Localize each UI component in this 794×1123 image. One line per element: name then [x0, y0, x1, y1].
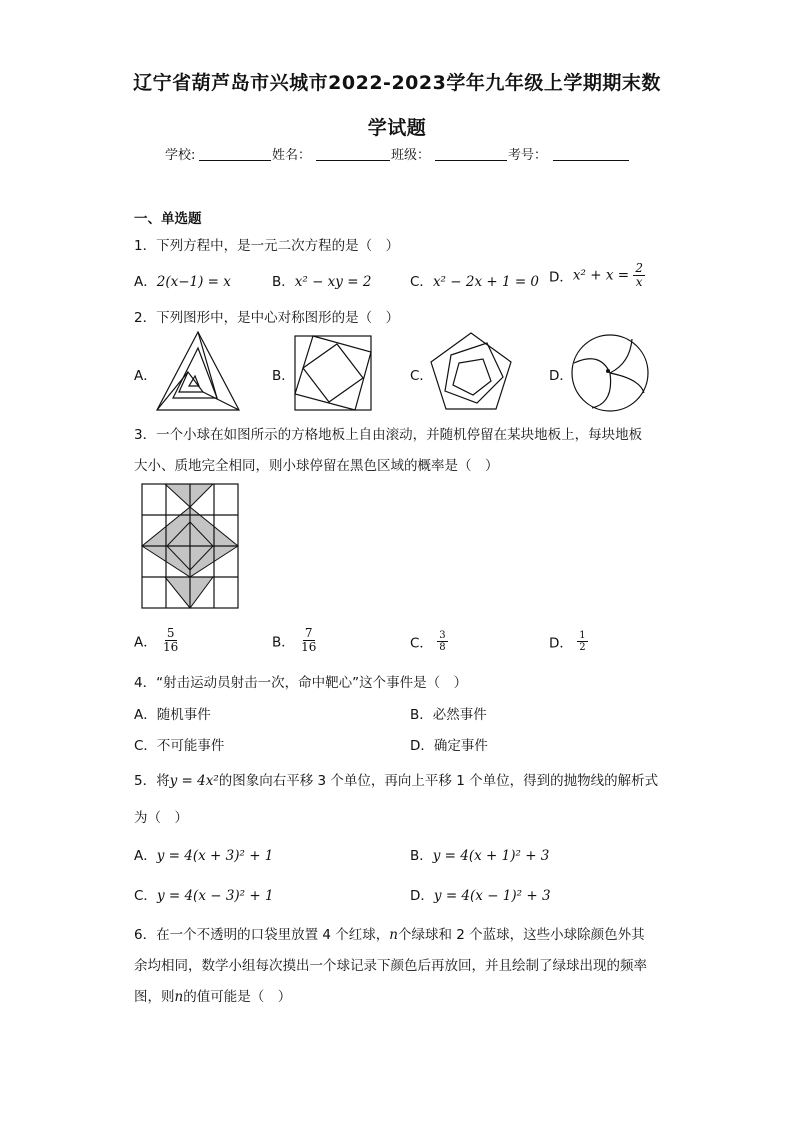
q3-option-a-num: 5 — [166, 626, 175, 640]
section-title: 一、单选题 — [134, 211, 202, 227]
q5-option-d-label: D． — [410, 888, 434, 904]
q6-stem-line1-suffix: 个绿球和 2 个蓝球，这些小球除颜色外其 — [397, 927, 645, 943]
q5-option-d[interactable] — [410, 884, 551, 904]
q1-option-d[interactable] — [549, 262, 645, 289]
q5-option-b-expr: y = 4(x + 1)² + 3 — [432, 848, 550, 864]
q5-option-b[interactable] — [410, 844, 549, 864]
q6-stem-line1-var: n — [389, 927, 398, 943]
q2-stem: 2．下列图形中，是中心对称图形的是（ ） — [134, 310, 400, 326]
q3-stem-line2: 大小、质地完全相同，则小球停留在黑色区域的概率是（ ） — [134, 458, 499, 474]
q3-option-d[interactable] — [549, 630, 588, 653]
q4-stem: 4．“射击运动员射击一次，命中靶心”这个事件是（ ） — [134, 675, 468, 691]
q2-option-c-label[interactable]: C． — [410, 368, 433, 384]
q6-stem-line3-suffix: 的值可能是（ ） — [183, 989, 292, 1005]
q6-stem-line2: 余均相同，数学小组每次摸出一个球记录下颜色后再放回，并且绘制了绿球出现的频率 — [134, 958, 647, 974]
q1-option-a-label: A． — [134, 274, 157, 290]
q3-option-c-den: 8 — [439, 642, 446, 653]
q3-option-a-den: 16 — [163, 640, 179, 654]
q2-option-d-label[interactable]: D． — [549, 368, 573, 384]
q5-option-a-label: A． — [134, 848, 157, 864]
page-title-line1: 辽宁省葫芦岛市兴城市2022-2023学年九年级上学期期末数 — [133, 72, 661, 94]
q4-option-b[interactable]: B．必然事件 — [410, 707, 487, 723]
q1-option-a-expr: 2(x−1) = x — [156, 274, 231, 290]
q3-tile-floor-grid — [140, 482, 240, 610]
q5-stem-prefix: 5．将 — [134, 773, 170, 789]
q2-figure-a-triangle-icon — [155, 330, 241, 412]
q3-option-b[interactable] — [272, 627, 318, 654]
q5-stem-line1 — [134, 769, 658, 789]
q5-stem-suffix: 的图象向右平移 3 个单位，再向上平移 1 个单位，得到的抛物线的解析式 — [218, 773, 659, 789]
q5-option-c-expr: y = 4(x − 3)² + 1 — [156, 888, 274, 904]
q1-option-c-label: C． — [410, 274, 433, 290]
q3-option-a[interactable] — [134, 627, 180, 654]
q6-stem-line3 — [134, 985, 291, 1005]
q5-option-a[interactable] — [134, 844, 273, 864]
q5-option-c-label: C． — [134, 888, 157, 904]
q4-option-c[interactable]: C．不可能事件 — [134, 738, 225, 754]
q3-option-c-label: C． — [410, 635, 433, 652]
q1-stem: 1．下列方程中，是一元二次方程的是（ ） — [134, 238, 400, 254]
q3-option-b-label: B． — [272, 634, 295, 651]
q4-option-a[interactable]: A．随机事件 — [134, 707, 211, 723]
q3-option-b-den: 16 — [301, 640, 317, 654]
name-label: 姓名： — [272, 148, 312, 163]
q1-option-d-label: D． — [549, 269, 573, 286]
q4-option-d[interactable]: D．确定事件 — [410, 738, 488, 754]
q6-stem-line3-prefix: 图，则 — [134, 989, 175, 1005]
q5-option-c[interactable] — [134, 884, 274, 904]
q3-option-d-fraction — [577, 630, 587, 653]
number-label: 考号： — [508, 148, 548, 163]
q6-stem-line1 — [134, 923, 645, 943]
q1-option-b[interactable] — [272, 270, 371, 290]
q1-option-c-expr: x² − 2x + 1 = 0 — [432, 274, 540, 290]
q1-option-d-expr: x² + x = — [572, 267, 630, 284]
q5-stem-expr: y = 4x² — [169, 773, 219, 789]
q6-stem-line1-prefix: 6．在一个不透明的口袋里放置 4 个红球， — [134, 927, 390, 943]
class-field[interactable] — [435, 145, 507, 161]
q2-figure-b-square-icon — [293, 334, 373, 412]
q3-option-d-label: D． — [549, 635, 573, 652]
class-label: 班级： — [391, 148, 431, 163]
q6-stem-line3-var: n — [174, 989, 184, 1005]
number-field[interactable] — [553, 145, 629, 161]
q1-option-b-label: B． — [272, 274, 295, 290]
q3-option-a-fraction — [161, 627, 180, 654]
q5-option-d-expr: y = 4(x − 1)² + 3 — [433, 888, 551, 904]
q3-option-c-fraction — [437, 630, 447, 653]
q3-stem-line1: 3．一个小球在如图所示的方格地板上自由滚动，并随机停留在某块地板上，每块地板 — [134, 427, 643, 443]
name-field[interactable] — [316, 145, 390, 161]
q3-option-a-label: A． — [134, 634, 157, 651]
q3-option-b-fraction — [299, 627, 318, 654]
school-label: 学校: — [165, 148, 196, 163]
q1-option-d-fraction — [633, 262, 645, 289]
q2-figure-c-pentagon-icon — [429, 331, 513, 411]
q1-option-b-expr: x² − xy = 2 — [294, 274, 372, 290]
q5-option-b-label: B． — [410, 848, 433, 864]
q3-option-d-num: 1 — [579, 630, 586, 641]
q2-figure-d-circle-icon — [570, 333, 650, 413]
page-title-line2: 学试题 — [367, 117, 427, 139]
q2-option-a-label[interactable]: A． — [134, 368, 157, 384]
q1-option-d-num: 2 — [635, 261, 643, 275]
q1-option-c[interactable] — [410, 270, 539, 290]
q1-option-a[interactable] — [134, 270, 231, 290]
q3-option-c[interactable] — [410, 630, 448, 653]
q3-option-b-num: 7 — [304, 626, 313, 640]
q3-option-d-den: 2 — [579, 642, 586, 653]
q5-option-a-expr: y = 4(x + 3)² + 1 — [156, 848, 274, 864]
q1-option-d-den: x — [635, 275, 643, 289]
q5-stem-line2: 为（ ） — [134, 810, 188, 826]
school-field[interactable] — [199, 145, 271, 161]
q2-option-b-label[interactable]: B． — [272, 368, 295, 384]
q3-option-c-num: 3 — [439, 630, 446, 641]
